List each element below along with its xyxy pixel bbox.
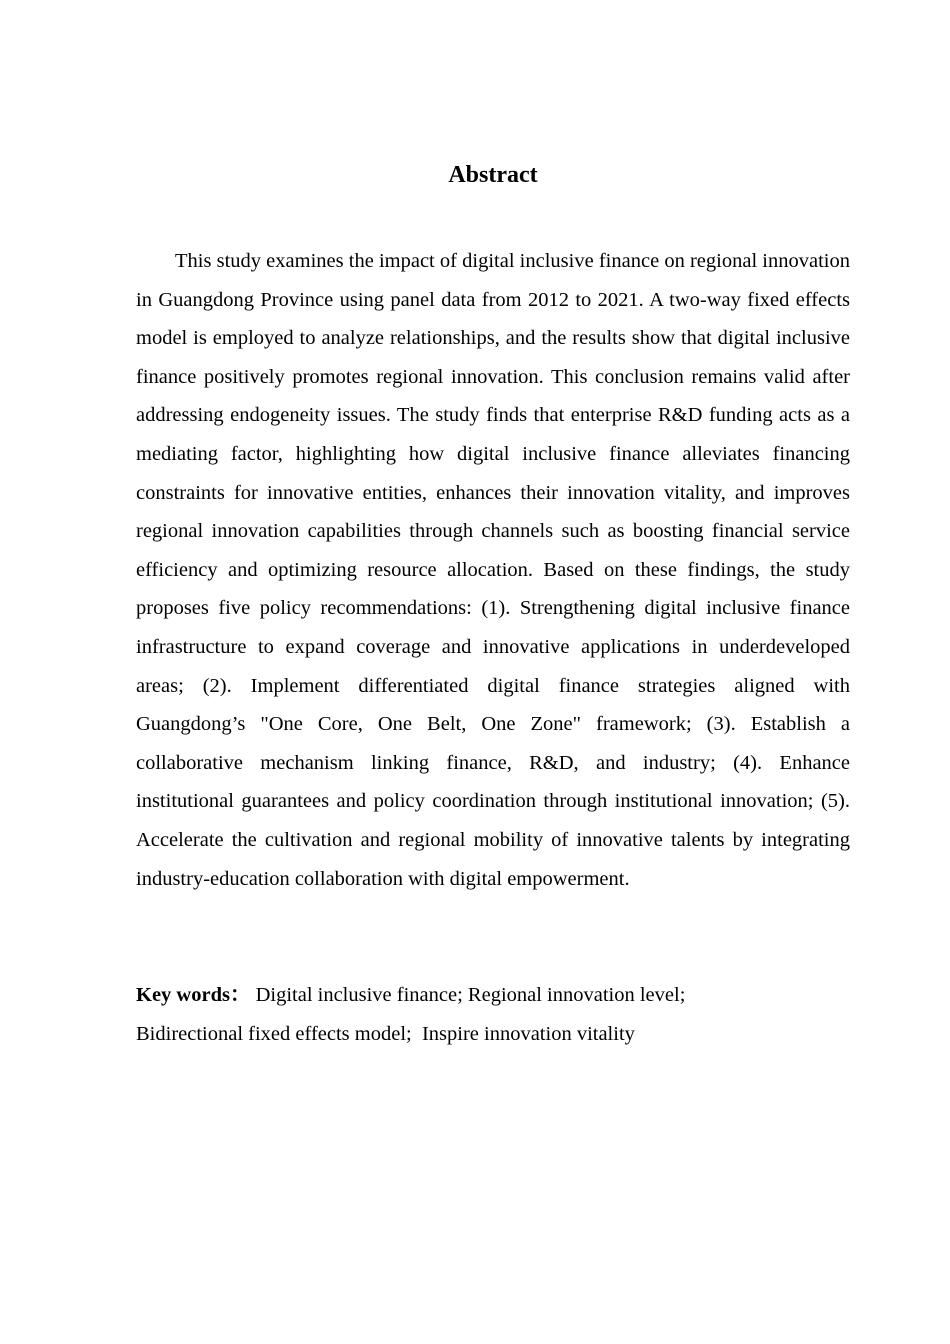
abstract-body: This study examines the impact of digital inclusive finance on regional innovation in Guangdong Province using panel data from 2012 to 2021. A two-way fixed effects model is employed to analyze relationships, and the results show that digital inclusive finance positively promotes regional innovation. This conclusion remains valid after addressing endogeneity issues. The study finds that enterprise R&D funding acts as a mediating factor, highlighting how digital inclusive finance alleviates financing constraints for innovative entities, enhances their innovation vitality, and improves regional innovation capabilities through channels such as boosting financial service efficiency and optimizing resource allocation. Based on these findings, the study proposes five policy recommendations: (1). Strengthening digital inclusive finance infrastructure to expand coverage and innovative applications in underdeveloped areas; (2). Implement differentiated digital finance strategies aligned with Guangdong’s "One Core, One Belt, One Zone" framework; (3). Establish a collaborative mechanism linking finance, R&D, and industry; (4). Enhance institutional guarantees and policy coordination through institutional innovation; (5). Accelerate the cultivation and regional mobility of innovative talents by integrating industry-education collaboration with digital empowerment. bbox=[136, 250, 850, 890]
keywords-list-part-2: Bidirectional fixed effects model; Inspire innovation vitality bbox=[136, 1022, 635, 1045]
keywords-label: Key words： bbox=[136, 984, 251, 1006]
abstract-title: Abstract bbox=[448, 162, 538, 188]
keywords-line-1 bbox=[136, 976, 850, 1015]
keywords-list-part-1: Digital inclusive finance; Regional innovation level; bbox=[250, 984, 686, 1006]
keywords-section bbox=[136, 976, 850, 1053]
